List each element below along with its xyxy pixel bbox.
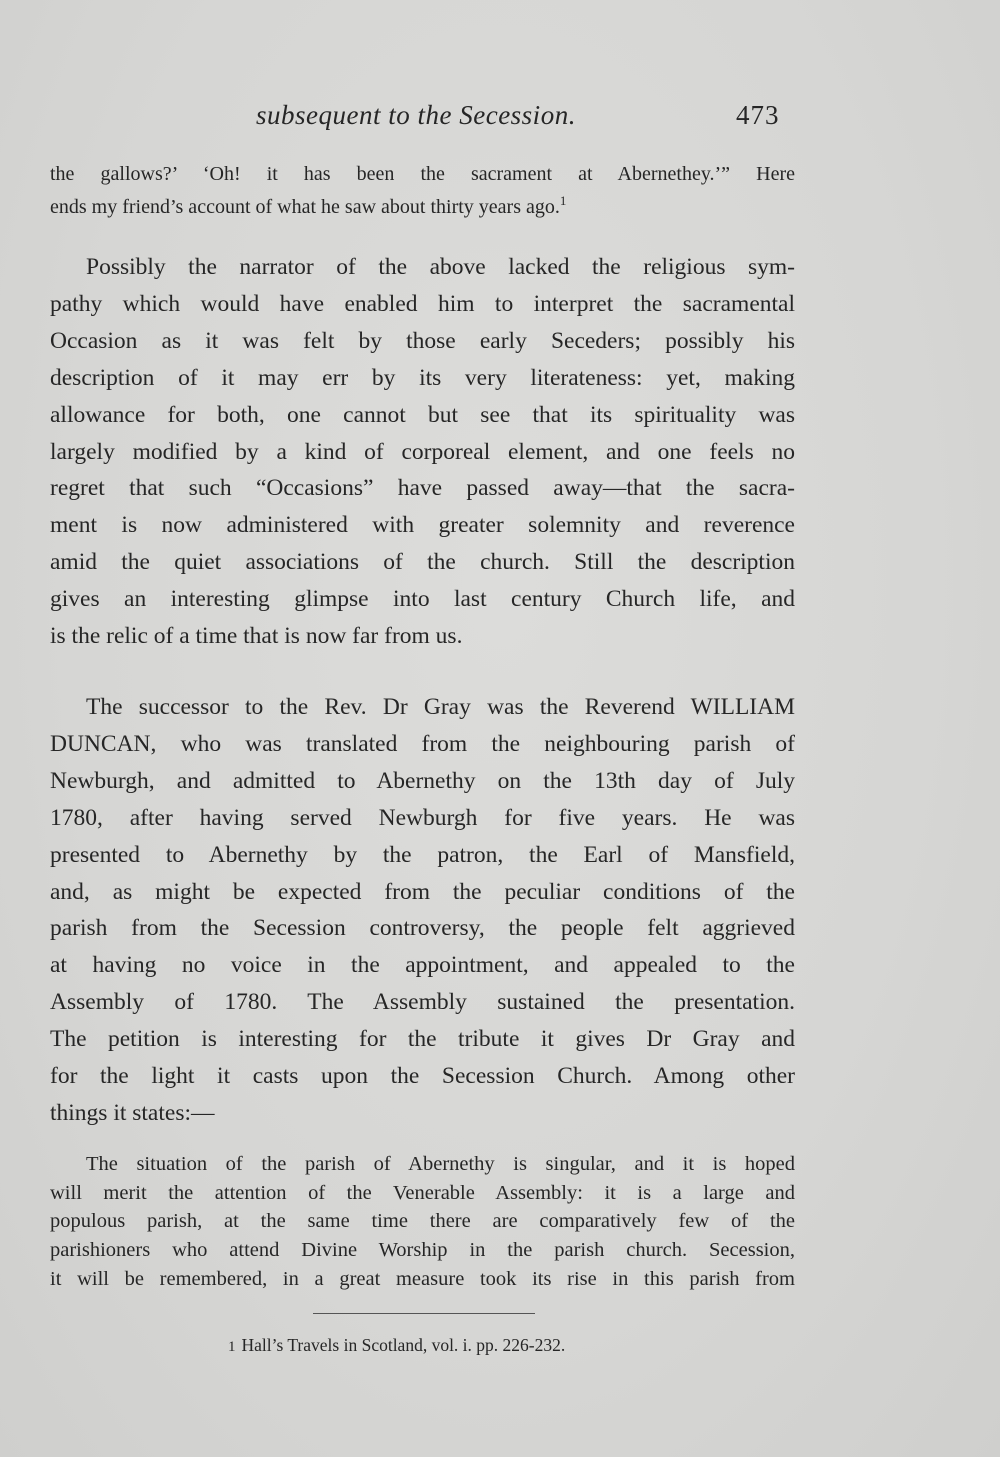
text-line: DUNCAN, who was translated from the neighbouring parish of xyxy=(50,730,795,757)
footnote xyxy=(228,1335,565,1356)
text-line: will merit the attention of the Venerable Assembly: it is a large and xyxy=(50,1181,795,1204)
text-line: Assembly of 1780. The Assembly sustained the presentation. xyxy=(50,989,795,1016)
text-line: 1780, after having served Newburgh for five years. He was xyxy=(50,804,795,831)
page-number: 473 xyxy=(736,100,780,130)
text-line: pathy which would have enabled him to interpret the sacramental xyxy=(50,290,795,317)
text-line: Possibly the narrator of the above lacked the religious sym- xyxy=(86,254,795,280)
text-line: amid the quiet associations of the church. Still the description xyxy=(50,549,795,576)
text-line: parishioners who attend Divine Worship in the parish church. Secession, xyxy=(50,1239,795,1262)
running-title: subsequent to the Secession. xyxy=(256,100,576,130)
text-line xyxy=(50,191,795,224)
footnote-divider xyxy=(313,1313,535,1314)
text-line: allowance for both, one cannot but see that its spirituality was xyxy=(50,401,795,428)
running-head xyxy=(0,100,1000,140)
footnote-mark: 1 xyxy=(228,1339,236,1355)
text-line: Occasion as it was felt by those early Seceders; possibly his xyxy=(50,327,795,354)
text-line: regret that such “Occasions” have passed away—that the sacra- xyxy=(50,475,795,502)
text-line: description of it may err by its very literateness: yet, making xyxy=(50,364,795,391)
text-line: at having no voice in the appointment, and appealed to the xyxy=(50,952,795,979)
footnote-text: Hall’s Travels in Scotland, vol. i. pp. 226-232. xyxy=(241,1335,566,1355)
text-line: for the light it casts upon the Secession Church. Among other xyxy=(50,1063,795,1090)
continuation-text xyxy=(50,158,795,224)
text-line: gives an interesting glimpse into last century Church life, and xyxy=(50,586,795,613)
footnote-reference: 1 xyxy=(559,193,567,208)
text-line: it will be remembered, in a great measure took its rise in this parish from xyxy=(50,1267,795,1290)
paragraph-narrator xyxy=(50,249,795,655)
text-line: and, as might be expected from the peculiar conditions of the xyxy=(50,878,795,905)
text-line: things it states:— xyxy=(50,1099,215,1126)
text-line: parish from the Secession controversy, the people felt aggrieved xyxy=(50,915,795,942)
text-line: The successor to the Rev. Dr Gray was the Reverend WILLIAM xyxy=(86,694,795,720)
text-line: is the relic of a time that is now far from us. xyxy=(50,623,463,650)
text-line-content: ends my friend’s account of what he saw about thirty years ago. xyxy=(50,196,560,218)
text-line: The situation of the parish of Abernethy is singular, and it is hoped xyxy=(86,1153,795,1175)
paragraph-successor xyxy=(50,689,795,1132)
text-line: the gallows?’ ‘Oh! it has been the sacrament at Abernethey.’” Here xyxy=(50,163,795,185)
text-line: Newburgh, and admitted to Abernethy on the 13th day of July xyxy=(50,767,795,794)
text-line: populous parish, at the same time there are comparatively few of the xyxy=(50,1210,795,1233)
text-line: largely modified by a kind of corporeal element, and one feels no xyxy=(50,438,795,465)
text-line: ment is now administered with greater solemnity and reverence xyxy=(50,512,795,539)
petition-quotation xyxy=(50,1150,795,1294)
text-line: presented to Abernethy by the patron, the Earl of Mansfield, xyxy=(50,841,795,868)
text-line: The petition is interesting for the tribute it gives Dr Gray and xyxy=(50,1026,795,1053)
